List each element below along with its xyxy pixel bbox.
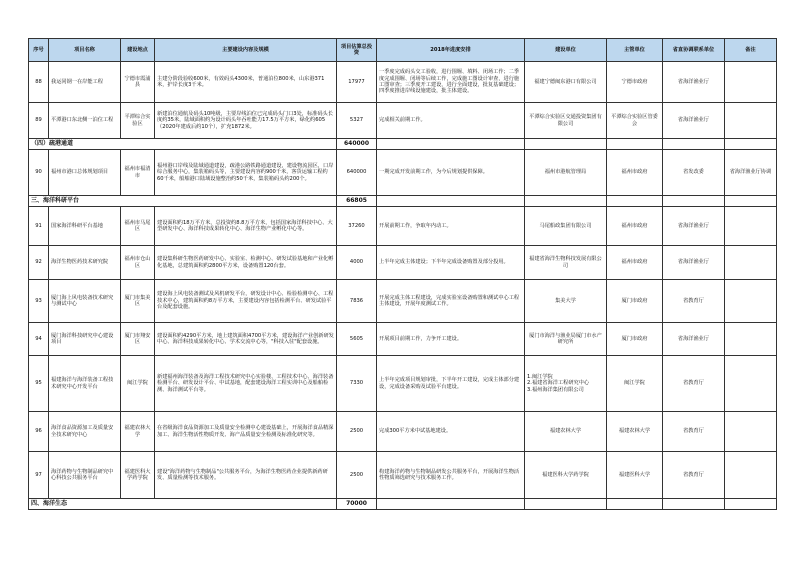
table-body xyxy=(29,62,777,510)
cell-name: 厦门海上风电装备技术研究与测试中心 xyxy=(49,280,121,323)
cell-content: 建设面积约4290平方米，地上建筑面积4700平方米，建设海洋产业创新研发中心、海洋科技成果转化中心、学术交流中心等，"科技入驻"配套设施。 xyxy=(155,323,337,356)
header-unit: 建设单位 xyxy=(525,39,607,62)
cell-investment: 640000 xyxy=(337,150,377,196)
cell-unit: 平潭综合实验区交通投资集团有限公司 xyxy=(525,103,607,139)
cell-coord: 省教育厅 xyxy=(663,412,725,452)
cell-content: 新建福州海洋装备及海洋工程技术研究中心实验楼、工程技术中心、海洋装备检测平台、研发设计平台、中试基地，配套建设海洋工程实训中心及船舶检测、海洋测试平台等。 xyxy=(155,356,337,412)
cell-plan: 开展前期工作，争取年内动工。 xyxy=(377,207,525,246)
table-row xyxy=(29,103,777,139)
cell-unit: 福建农林大学 xyxy=(525,412,607,452)
cell-plan: 一季度完成码头交工验收，进行围堰、填料、闭场工作；二季度完成围堰、闭场等后续工作，完成施工图设计审查，进行施工图审查；三季度开工建设，进行全面建设，批复基础建设；四季度推进岸线设施建设，批主体建设。 xyxy=(377,62,525,103)
cell-name: 平潭港口东北侧一泊位工程 xyxy=(49,103,121,139)
cell-dept: 闽江学院 xyxy=(607,356,663,412)
cell-content: 建设"海洋药物与生物制品"公共服务平台，为海洋生物医药企业提供新药研发、质量检测等技术服务。 xyxy=(155,452,337,499)
cell-investment: 2500 xyxy=(337,412,377,452)
cell-plan: 开展项目前期工作，力争开工建设。 xyxy=(377,323,525,356)
header-content: 主要建设内容及规模 xyxy=(155,39,337,62)
cell-plan: 上半年完成主体建设；下半年完成设备购置及部分投用。 xyxy=(377,246,525,280)
cell-investment: 7836 xyxy=(337,280,377,323)
cell-unit: 福建医科大学药学院 xyxy=(525,452,607,499)
section-label: 四、海洋生态 xyxy=(29,499,337,510)
cell-dept: 福州市政府 xyxy=(607,207,663,246)
cell-dept: 厦门市政府 xyxy=(607,323,663,356)
cell-content: 主建分阶段验收600米，有效码头4300米，普通泊位800米，山东港371米，护岸长度3千米。 xyxy=(155,62,337,103)
section-row xyxy=(29,499,777,510)
header-no: 序号 xyxy=(29,39,49,62)
cell-unit: 马尾船政集团有限公司 xyxy=(525,207,607,246)
cell-location: 宁德市霞浦县 xyxy=(121,62,155,103)
cell-location: 闽江学院 xyxy=(121,356,155,412)
cell-content: 建设集科研生物医药研发中心、实验室、检测中心、研发试验基地和产业化孵化基地，总建筑面积约2800平方米，设备购置120台套。 xyxy=(155,246,337,280)
cell-dept: 福州市政府 xyxy=(607,150,663,196)
cell-coord: 省教育厅 xyxy=(663,280,725,323)
cell-investment: 5605 xyxy=(337,323,377,356)
table-row xyxy=(29,280,777,323)
header-location: 建设地点 xyxy=(121,39,155,62)
header-dept: 主管单位 xyxy=(607,39,663,62)
cell-investment: 5327 xyxy=(337,103,377,139)
cell-name: 海洋食品资源加工及质量安全技术研究中心 xyxy=(49,412,121,452)
header-name: 项目名称 xyxy=(49,39,121,62)
cell-plan: 一期完成开发前期工作，为今后规划提供保障。 xyxy=(377,150,525,196)
cell-unit: 福建宁德闽东港口有限公司 xyxy=(525,62,607,103)
cell-location: 福建医科大学药学院 xyxy=(121,452,155,499)
cell-unit: 厦门市海洋与渔业局厦门市水产研究所 xyxy=(525,323,607,356)
cell-no: 95 xyxy=(29,356,49,412)
section-label: （四）疏港通道 xyxy=(29,139,337,150)
header-coord: 省直协调联系单位 xyxy=(663,39,725,62)
section-investment: 640000 xyxy=(337,139,377,150)
cell-unit: 1.闽江学院 2.福建省海洋工程研究中心 3.福州海洋集团有限公司 xyxy=(525,356,607,412)
cell-plan: 上半年完成项目规划审批，下半年开工建设，完成主体部分建设，完成设备采购及试验平台建设。 xyxy=(377,356,525,412)
header-investment: 项目估算总投资 xyxy=(337,39,377,62)
cell-no: 96 xyxy=(29,412,49,452)
cell-no: 92 xyxy=(29,246,49,280)
cell-name: 福州市港口总体规划项目 xyxy=(49,150,121,196)
cell-note xyxy=(725,323,777,356)
cell-location: 福建农林大学 xyxy=(121,412,155,452)
cell-no: 88 xyxy=(29,62,49,103)
cell-dept: 福州市政府 xyxy=(607,246,663,280)
table-row xyxy=(29,412,777,452)
cell-note xyxy=(725,452,777,499)
cell-content: 在省级海洋食品资源加工及质量安全检测中心建设基础上，开展海洋食品精深加工、海洋生物活性物质开发、海产品质量安全检测及标准化研究等。 xyxy=(155,412,337,452)
cell-content: 新建泊位通航及码头10吨级，主要岸线泊位已完成码头门口3处，标准码头长度约35米，陆域面积约为设计码头年吞吐能力17.5万平方米，绿化约605（2020年建成后约10个），扩充1872米。 xyxy=(155,103,337,139)
cell-no: 97 xyxy=(29,452,49,499)
cell-location: 厦门市集美区 xyxy=(121,280,155,323)
cell-unit: 福州市港航管理局 xyxy=(525,150,607,196)
table-row xyxy=(29,246,777,280)
cell-note xyxy=(725,207,777,246)
table-row xyxy=(29,150,777,196)
table-row xyxy=(29,452,777,499)
cell-no: 91 xyxy=(29,207,49,246)
cell-plan: 开展完成主体工程建设，完成实验室设备购置和测试中心工程主体建设，开展年度测试工作。 xyxy=(377,280,525,323)
cell-dept: 宁德市政府 xyxy=(607,62,663,103)
cell-plan: 完成相关前期工作。 xyxy=(377,103,525,139)
section-row xyxy=(29,196,777,207)
header-row xyxy=(29,39,777,62)
table-row xyxy=(29,62,777,103)
table-row xyxy=(29,323,777,356)
cell-coord: 省海洋渔业厅 xyxy=(663,323,725,356)
cell-no: 94 xyxy=(29,323,49,356)
cell-content: 福州港口岸线及陆域通道建设，疏港公路铁路通道建设，建设物流园区，口岸综合服务中心，集装箱码头等，主要建设内容约900千米，客货运输工程约60千米，船舶港口陆域设施整治约50千米，集装箱码头约200个。 xyxy=(155,150,337,196)
cell-name: 厦门海洋科技研究中心建设项目 xyxy=(49,323,121,356)
cell-name: 海洋药物与生物制品研究中心科技公共服务平台 xyxy=(49,452,121,499)
cell-investment: 37260 xyxy=(337,207,377,246)
cell-unit: 福建省海洋生物科技发展有限公司 xyxy=(525,246,607,280)
cell-no: 90 xyxy=(29,150,49,196)
cell-dept: 福建农林大学 xyxy=(607,412,663,452)
cell-no: 93 xyxy=(29,280,49,323)
cell-note: 省海洋渔业厅协调 xyxy=(725,150,777,196)
cell-coord: 省发改委 xyxy=(663,150,725,196)
project-table xyxy=(28,38,777,510)
cell-coord: 省海洋渔业厅 xyxy=(663,207,725,246)
cell-note xyxy=(725,246,777,280)
cell-note xyxy=(725,62,777,103)
cell-coord: 省海洋渔业厅 xyxy=(663,246,725,280)
cell-dept: 平潭综合实验区管委会 xyxy=(607,103,663,139)
cell-plan: 构建海洋药物与生物制品研发公共服务平台，开展海洋生物活性物质筛选研究与技术服务工作。 xyxy=(377,452,525,499)
cell-name: 我运同钢一在岸能工程 xyxy=(49,62,121,103)
cell-location: 福州市仓山区 xyxy=(121,246,155,280)
header-plan: 2018年进度安排 xyxy=(377,39,525,62)
cell-location: 福州市福清市 xyxy=(121,150,155,196)
cell-note xyxy=(725,280,777,323)
cell-unit: 集美大学 xyxy=(525,280,607,323)
cell-note xyxy=(725,412,777,452)
cell-investment: 2500 xyxy=(337,452,377,499)
cell-location: 厦门市翔安区 xyxy=(121,323,155,356)
cell-content: 建设海上风电装备测试及风机研发平台，研发设计中心、检验检测中心、工程技术中心，建筑面积约8万平方米，主要建设内容包括检测平台、研发试验平台及配套设施。 xyxy=(155,280,337,323)
cell-investment: 7330 xyxy=(337,356,377,412)
cell-dept: 福建医科大学 xyxy=(607,452,663,499)
cell-no: 89 xyxy=(29,103,49,139)
section-investment: 66805 xyxy=(337,196,377,207)
cell-note xyxy=(725,356,777,412)
section-investment: 70000 xyxy=(337,499,377,510)
header-note: 备注 xyxy=(725,39,777,62)
cell-coord: 省海洋渔业厅 xyxy=(663,103,725,139)
cell-investment: 17977 xyxy=(337,62,377,103)
cell-content: 建设面积约18万平方米，总投资约8.8万平方米，包括国家海洋科技中心、大型研发中心、海洋科技成果转化中心、海洋生物产业孵化中心等。 xyxy=(155,207,337,246)
cell-location: 福州市马尾区 xyxy=(121,207,155,246)
cell-name: 国家海洋科研平台基地 xyxy=(49,207,121,246)
cell-note xyxy=(725,103,777,139)
cell-location: 平潭综合实验区 xyxy=(121,103,155,139)
cell-plan: 完成300平方米中试基地建设。 xyxy=(377,412,525,452)
cell-name: 海洋生物医药技术研究院 xyxy=(49,246,121,280)
cell-dept: 厦门市政府 xyxy=(607,280,663,323)
section-row xyxy=(29,139,777,150)
cell-name: 福建海洋与海洋装备工程技术研究中心开发平台 xyxy=(49,356,121,412)
cell-coord: 省海洋渔业厅 xyxy=(663,62,725,103)
table-row xyxy=(29,207,777,246)
table-row xyxy=(29,356,777,412)
cell-coord: 省教育厅 xyxy=(663,452,725,499)
section-label: 三、海洋科研平台 xyxy=(29,196,337,207)
cell-investment: 4000 xyxy=(337,246,377,280)
document-page xyxy=(28,38,776,510)
cell-coord: 省教育厅 xyxy=(663,356,725,412)
